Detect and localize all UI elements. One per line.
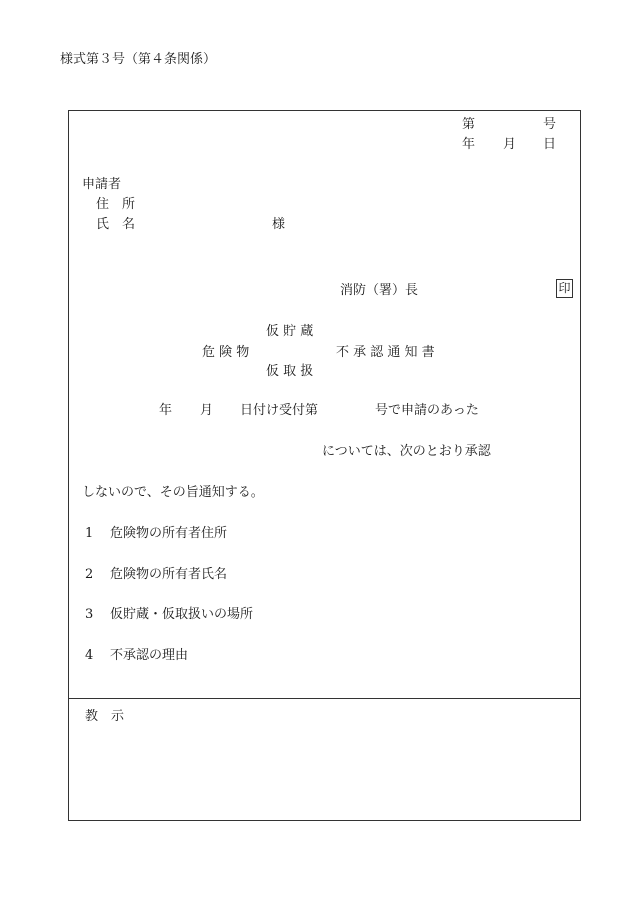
name-label: 氏 名 <box>96 217 136 232</box>
instruction-label: 教 示 <box>85 709 125 724</box>
header-nen: 年 <box>462 137 476 152</box>
title-left: 危 険 物 <box>202 345 250 360</box>
header-go: 号 <box>543 117 557 132</box>
form-number: 様式第３号（第４条関係） <box>60 52 217 67</box>
item-text-1: 危険物の所有者住所 <box>110 526 228 541</box>
header-hi: 日 <box>543 137 557 152</box>
item-text-4: 不承認の理由 <box>110 648 189 663</box>
title-upper: 仮 貯 蔵 <box>266 324 314 339</box>
seal-stamp: 印 <box>556 279 573 298</box>
title-lower: 仮 取 扱 <box>266 364 314 379</box>
address-label: 住 所 <box>96 197 136 212</box>
item-num-3: 3 <box>85 607 94 622</box>
form-frame <box>68 110 581 821</box>
body-applied: 号で申請のあった <box>375 403 479 418</box>
body-year: 年 <box>159 403 173 418</box>
header-tsuki: 月 <box>503 137 517 152</box>
body-regarding: については、次のとおり承認 <box>322 444 491 459</box>
applicant-heading: 申請者 <box>82 177 122 192</box>
item-text-2: 危険物の所有者氏名 <box>110 567 228 582</box>
issuer-title: 消防（署）長 <box>340 283 419 298</box>
item-num-2: 2 <box>85 567 94 582</box>
honorific: 様 <box>272 217 286 232</box>
item-num-4: 4 <box>85 648 94 663</box>
body-notice: しないので、その旨通知する。 <box>82 485 264 500</box>
section-divider <box>69 698 580 699</box>
header-dai: 第 <box>462 117 476 132</box>
item-text-3: 仮貯蔵・仮取扱いの場所 <box>110 607 254 622</box>
body-received: 日付け受付第 <box>240 403 319 418</box>
body-month: 月 <box>200 403 214 418</box>
title-right: 不 承 認 通 知 書 <box>336 345 435 360</box>
item-num-1: 1 <box>85 526 94 541</box>
